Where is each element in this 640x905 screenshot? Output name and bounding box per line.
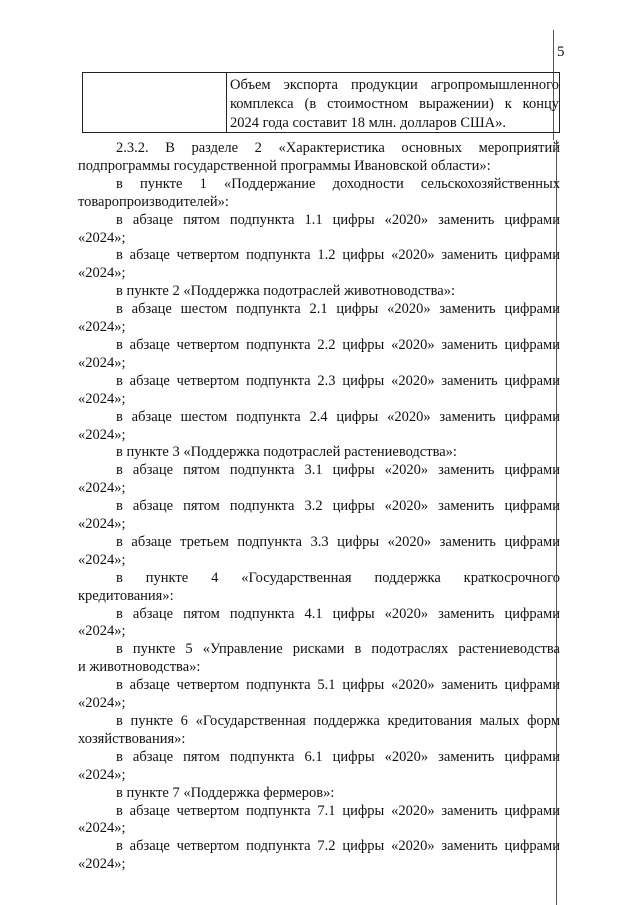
amendment-paragraph bbox=[78, 838, 560, 874]
paragraph-line: в абзаце шестом подпункта 2.4 цифры «2020» заменить цифрами bbox=[116, 408, 560, 425]
paragraph-line: в абзаце четвертом подпункта 2.3 цифры «2020» заменить цифрами bbox=[116, 372, 560, 389]
amendment-paragraph bbox=[78, 749, 560, 785]
amendment-paragraph bbox=[78, 283, 560, 301]
paragraph-line: в абзаце четвертом подпункта 7.2 цифры «2020» заменить цифрами bbox=[116, 838, 560, 855]
amendment-paragraph bbox=[78, 713, 560, 749]
amendment-paragraph bbox=[78, 337, 560, 373]
paragraph-line: «2024»; bbox=[78, 551, 126, 568]
export-volume-table bbox=[82, 72, 560, 133]
paragraph-line: в абзаце четвертом подпункта 1.2 цифры «2020» заменить цифрами bbox=[116, 247, 560, 264]
paragraph-line: в абзаце пятом подпункта 6.1 цифры «2020» заменить цифрами bbox=[116, 748, 560, 765]
paragraph-line: «2024»; bbox=[78, 695, 126, 712]
paragraph-line: хозяйствования»: bbox=[78, 730, 186, 747]
paragraph-line: в абзаце шестом подпункта 2.1 цифры «2020» заменить цифрами bbox=[116, 301, 560, 318]
amendment-paragraph bbox=[78, 534, 560, 570]
table-line: 2024 года составит 18 млн. долларов США». bbox=[230, 115, 506, 131]
amendment-paragraph bbox=[78, 247, 560, 283]
amendment-paragraph bbox=[78, 498, 560, 534]
paragraph-line: в абзаце пятом подпункта 3.2 цифры «2020» заменить цифрами bbox=[116, 498, 560, 515]
paragraph-line: «2024»; bbox=[78, 856, 126, 873]
paragraph-line: в пункте 4 «Государственная поддержка краткосрочного bbox=[116, 569, 560, 586]
document-body bbox=[78, 140, 560, 874]
table-line: комплекса (в стоимостном выражении) к концу bbox=[230, 96, 559, 112]
amendment-paragraph bbox=[78, 677, 560, 713]
paragraph-line: «2024»; bbox=[78, 426, 126, 443]
paragraph-line: «2024»; bbox=[78, 229, 126, 246]
paragraph-line: в абзаце пятом подпункта 4.1 цифры «2020» заменить цифрами bbox=[116, 605, 560, 622]
paragraph-line: в пункте 7 «Поддержка фермеров»: bbox=[116, 784, 335, 801]
paragraph-line: в абзаце третьем подпункта 3.3 цифры «2020» заменить цифрами bbox=[116, 533, 560, 550]
paragraph-line: в пункте 2 «Поддержка подотраслей животноводства»: bbox=[116, 283, 456, 300]
amendment-paragraph bbox=[78, 373, 560, 409]
amendment-paragraph bbox=[78, 462, 560, 498]
paragraph-line: и животноводства»: bbox=[78, 659, 201, 676]
page-number: 5 bbox=[557, 44, 565, 60]
paragraph-line: в абзаце пятом подпункта 1.1 цифры «2020» заменить цифрами bbox=[116, 211, 560, 228]
paragraph-line: в пункте 1 «Поддержание доходности сельскохозяйственных bbox=[116, 175, 560, 192]
paragraph-line: товаропроизводителей»: bbox=[78, 193, 229, 210]
amendment-paragraph bbox=[78, 641, 560, 677]
amendment-paragraph bbox=[78, 570, 560, 606]
paragraph-line: подпрограммы государственной программы Ивановской области»: bbox=[78, 157, 491, 174]
paragraph-line: «2024»; bbox=[78, 390, 126, 407]
paragraph-line: 2.3.2. В разделе 2 «Характеристика основных мероприятий bbox=[116, 140, 560, 156]
paragraph-line: «2024»; bbox=[78, 480, 126, 497]
paragraph-line: в пункте 5 «Управление рисками в подотраслях растениеводства bbox=[116, 641, 560, 658]
amendment-paragraph bbox=[78, 212, 560, 248]
paragraph-line: «2024»; bbox=[78, 319, 126, 336]
paragraph-line: «2024»; bbox=[78, 354, 126, 371]
paragraph-line: в абзаце четвертом подпункта 2.2 цифры «2020» заменить цифрами bbox=[116, 336, 560, 353]
amendment-paragraph bbox=[78, 785, 560, 803]
amendment-paragraph bbox=[78, 140, 560, 176]
amendment-paragraph bbox=[78, 301, 560, 337]
table-cell-empty bbox=[83, 73, 227, 132]
paragraph-line: «2024»; bbox=[78, 766, 126, 783]
paragraph-line: в пункте 3 «Поддержка подотраслей растениеводства»: bbox=[116, 444, 457, 461]
amendment-paragraph bbox=[78, 409, 560, 445]
paragraph-line: в пункте 6 «Государственная поддержка кредитования малых форм bbox=[116, 713, 560, 729]
amendment-paragraph bbox=[78, 444, 560, 462]
paragraph-line: кредитования»: bbox=[78, 587, 174, 604]
paragraph-line: «2024»; bbox=[78, 623, 126, 640]
paragraph-line: «2024»; bbox=[78, 265, 126, 282]
paragraph-line: в абзаце пятом подпункта 3.1 цифры «2020» заменить цифрами bbox=[116, 462, 560, 479]
paragraph-line: в абзаце четвертом подпункта 7.1 цифры «2020» заменить цифрами bbox=[116, 802, 560, 819]
table-cell-text bbox=[227, 73, 559, 132]
paragraph-line: «2024»; bbox=[78, 820, 126, 837]
amendment-paragraph bbox=[78, 176, 560, 212]
table-line: Объем экспорта продукции агропромышленного bbox=[230, 77, 559, 93]
amendment-paragraph bbox=[78, 606, 560, 642]
paragraph-line: «2024»; bbox=[78, 516, 126, 533]
paragraph-line: в абзаце четвертом подпункта 5.1 цифры «2020» заменить цифрами bbox=[116, 677, 560, 694]
amendment-paragraph bbox=[78, 803, 560, 839]
